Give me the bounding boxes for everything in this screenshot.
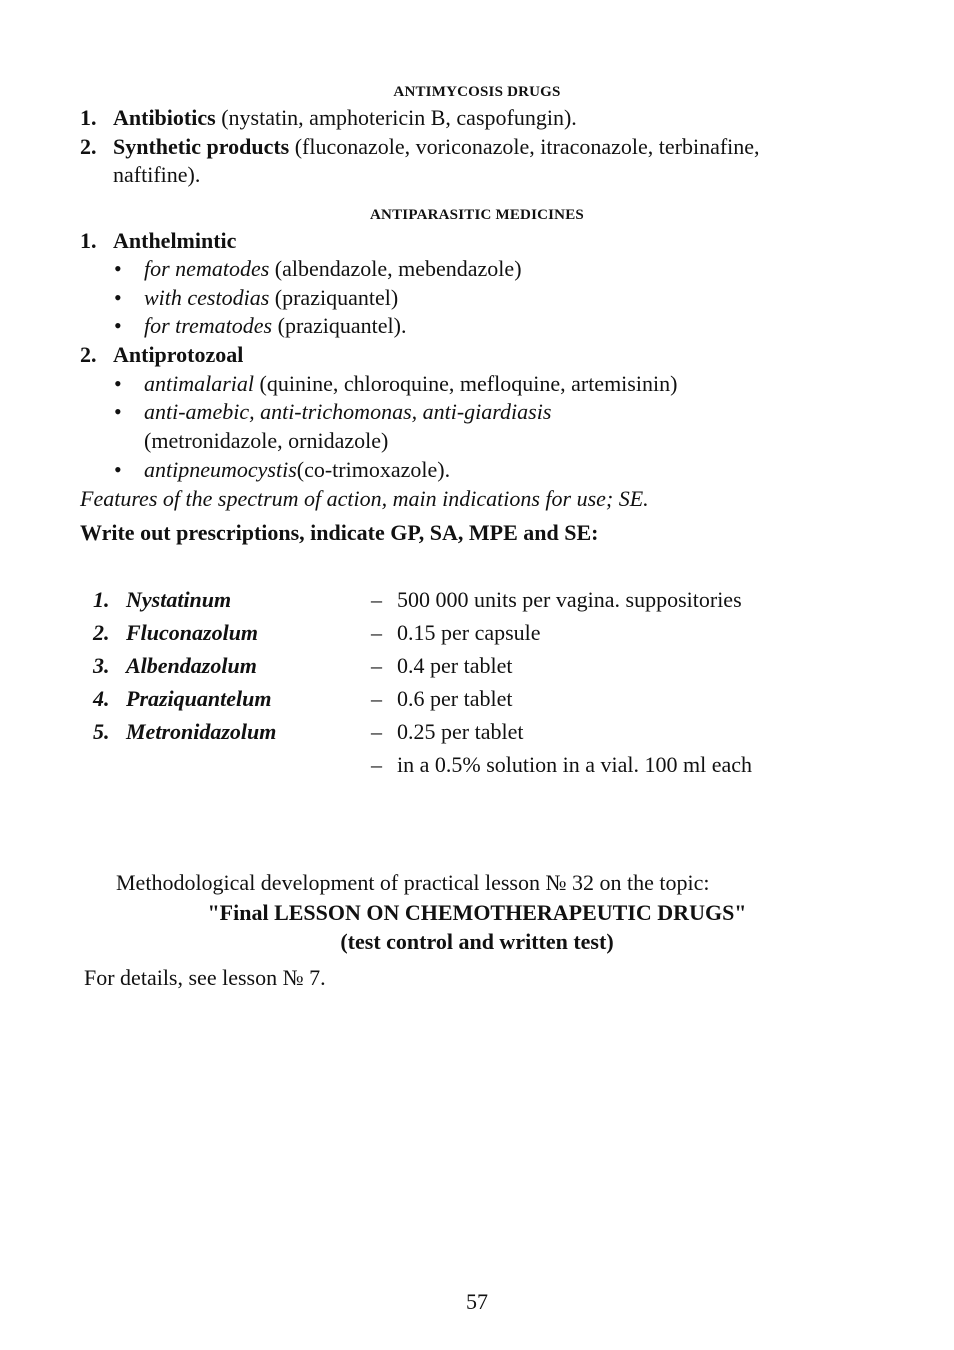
rx-drug-name: Praziquantelum — [126, 686, 272, 711]
item-number: 2. — [80, 134, 97, 159]
bullet-item — [114, 255, 522, 283]
rx-dose: 500 000 units per vagina. suppositories — [397, 587, 742, 612]
section-title-antimycosis: ANTIMYCOSIS DRUGS — [393, 84, 561, 100]
bullet-term: antimalarial — [144, 371, 255, 396]
features-note: Features of the spectrum of action, main indications for use; SE. — [80, 486, 649, 511]
group-number: 2. — [80, 342, 97, 367]
rx-dash: – — [371, 620, 382, 645]
bullet-item — [114, 370, 678, 398]
rx-drug-name: Albendazolum — [126, 653, 257, 678]
antimycosis-item-2 — [80, 133, 760, 161]
item-detail: (nystatin, amphotericin B, caspofungin). — [215, 105, 577, 130]
prescription-row — [0, 583, 954, 616]
bullet-rest: (co-trimoxazole). — [296, 457, 451, 482]
bullet-icon: • — [114, 371, 122, 396]
lesson-intro: Methodological development of practical lesson № 32 on the topic: — [116, 870, 710, 895]
rx-dose: 0.6 per tablet — [397, 686, 513, 711]
bullet-icon: • — [114, 399, 122, 424]
group-name: Anthelmintic — [113, 228, 237, 253]
antiparasitic-group-1 — [80, 227, 237, 255]
bullet-term: with cestodias — [144, 285, 270, 310]
rx-dose: in a 0.5% solution in a vial. 100 ml each — [397, 752, 752, 777]
bullet-item — [114, 284, 399, 312]
prescription-task: Write out prescriptions, indicate GP, SA, MPE and SE: — [80, 520, 599, 545]
lesson-details: For details, see lesson № 7. — [84, 965, 326, 990]
rx-dash: – — [371, 752, 382, 777]
rx-number: 3. — [93, 653, 110, 678]
rx-dash: – — [371, 587, 382, 612]
rx-dash: – — [371, 686, 382, 711]
bullet-rest: (quinine, chloroquine, mefloquine, artemisinin) — [254, 371, 678, 396]
bullet-item — [114, 456, 451, 484]
prescription-row — [0, 748, 954, 781]
rx-drug-name: Metronidazolum — [126, 719, 277, 744]
rx-dose: 0.15 per capsule — [397, 620, 541, 645]
prescription-row — [0, 682, 954, 715]
prescription-row — [0, 715, 954, 748]
rx-number: 2. — [93, 620, 110, 645]
bullet-icon: • — [114, 313, 122, 338]
rx-dash: – — [371, 719, 382, 744]
rx-number: 5. — [93, 719, 110, 744]
bullet-term: for nematodes — [144, 256, 270, 281]
lesson-subtitle: (test control and written test) — [340, 929, 614, 954]
bullet-item — [114, 398, 552, 426]
rx-dose: 0.25 per tablet — [397, 719, 524, 744]
rx-number: 1. — [93, 587, 110, 612]
group-name: Antiprotozoal — [113, 342, 244, 367]
prescription-row — [0, 616, 954, 649]
rx-drug-name: Fluconazolum — [126, 620, 259, 645]
item-detail-continued: naftifine). — [113, 162, 201, 187]
rx-drug-name: Nystatinum — [126, 587, 232, 612]
bullet-rest: (praziquantel) — [269, 285, 399, 310]
item-detail: (fluconazole, voriconazole, itraconazole, terbinafine, — [289, 134, 760, 159]
lesson-title: "Final LESSON ON CHEMOTHERAPEUTIC DRUGS" — [207, 900, 747, 925]
antimycosis-item-1 — [80, 104, 577, 132]
bullet-icon: • — [114, 256, 122, 281]
rx-number: 4. — [93, 686, 110, 711]
item-name: Antibiotics — [113, 105, 216, 130]
bullet-rest: (praziquantel). — [272, 313, 407, 338]
bullet-continued: (metronidazole, ornidazole) — [144, 428, 389, 453]
bullet-icon: • — [114, 457, 122, 482]
bullet-icon: • — [114, 285, 122, 310]
prescription-row — [0, 649, 954, 682]
item-number: 1. — [80, 105, 97, 130]
page-number: 57 — [466, 1289, 488, 1314]
rx-dash: – — [371, 653, 382, 678]
bullet-term: antipneumocystis — [144, 457, 297, 482]
bullet-rest: (albendazole, mebendazole) — [269, 256, 522, 281]
section-title-antiparasitic: ANTIPARASITIC MEDICINES — [370, 207, 584, 223]
rx-dose: 0.4 per tablet — [397, 653, 513, 678]
antiparasitic-group-2 — [80, 341, 244, 369]
group-number: 1. — [80, 228, 97, 253]
bullet-term: for trematodes — [144, 313, 273, 338]
bullet-term: anti-amebic, anti-trichomonas, anti-giardiasis — [144, 399, 552, 424]
item-name: Synthetic products — [113, 134, 290, 159]
bullet-item — [114, 312, 407, 340]
